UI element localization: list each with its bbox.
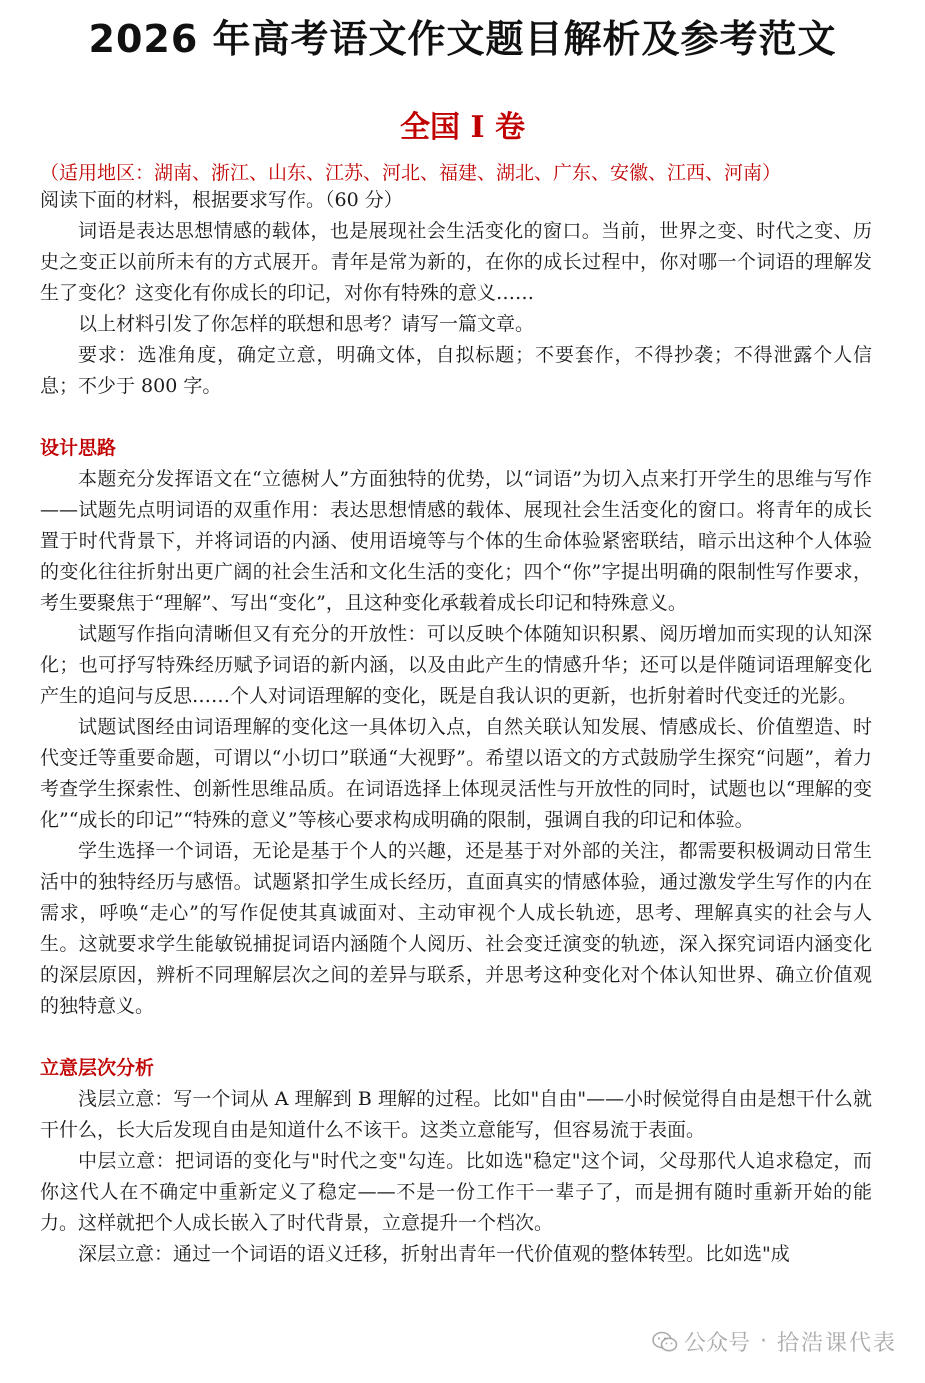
material-paragraph: 词语是表达思想情感的载体，也是展现社会生活变化的窗口。当前，世界之变、时代之变、历史之变正以前所未有的方式展开。青年是常为新的，在你的成长过程中，你对哪一个词语的理解发生了变化？这变化有你成长的印记，对你有特殊的意义…… <box>40 220 872 304</box>
design-paragraph: 学生选择一个词语，无论是基于个人的兴趣，还是基于对外部的关注，都需要积极调动日常生活中的独特经历与感悟。试题紧扣学生成长经历，直面真实的情感体验，通过激发学生写作的内在需求，呼唤“走心”的写作促使其真诚面对、主动审视个人成长轨迹，思考、理解真实的社会与人生。这就要求学生能敏锐捕捉词语内涵随个人阅历、社会变迁演变的轨迹，深入探究词语内涵变化的深层原因，辨析不同理解层次之间的差异与联系，并思考这种变化对个体认知世界、确立价值观的独特意义。 <box>40 840 872 1017</box>
instruction: 阅读下面的材料，根据要求写作。（60 分） <box>40 189 403 211</box>
levels-paragraph: 中层立意：把词语的变化与"时代之变"勾连。比如选"稳定"这个词，父母那代人追求稳定，而你这代人在不确定中重新定义了稳定——不是一份工作干一辈子了，而是拥有随时重新开始的能力。这样就把个人成长嵌入了时代背景，立意提升一个档次。 <box>40 1150 872 1234</box>
levels-paragraph: 浅层立意：写一个词从 A 理解到 B 理解的过程。比如"自由"——小时候觉得自由是想干什么就干什么，长大后发现自由是知道什么不该干。这类立意能写，但容易流于表面。 <box>40 1088 872 1141</box>
section-heading-levels: 立意层次分析 <box>40 1057 155 1079</box>
design-paragraph: 试题试图经由词语理解的变化这一具体切入点，自然关联认知发展、情感成长、价值塑造、时代变迁等重要命题，可谓以“小切口”联通“大视野”。希望以语文的方式鼓励学生探究“问题”，着力考查学生探索性、创新性思维品质。在词语选择上体现灵活性与开放性的同时，试题也以“理解的变化”“成长的印记”“特殊的意义”等核心要求构成明确的限制，强调自我的印记和体验。 <box>40 716 872 831</box>
section-heading-design: 设计思路 <box>40 437 117 459</box>
watermark-platform: 公众号 <box>683 1331 750 1356</box>
document-body <box>40 185 872 1270</box>
watermark: 公众号 · 拾浩课代表 <box>652 1326 897 1357</box>
design-paragraph: 试题写作指向清晰但又有充分的开放性：可以反映个体随知识积累、阅历增加而实现的认知深化；也可抒写特殊经历赋予词语的新内涵，以及由此产生的情感升华；还可以是伴随词语理解变化产生的追问与反思……个人对词语理解的变化，既是自我认识的更新，也折射着时代变迁的光影。 <box>40 623 872 707</box>
watermark-brand: 拾浩课代表 <box>776 1331 897 1356</box>
wechat-icon <box>652 1331 678 1353</box>
applicable-regions: （适用地区：湖南、浙江、山东、江苏、河北、福建、湖北、广东、安徽、江西、河南） <box>40 162 782 184</box>
material-paragraph: 以上材料引发了你怎样的联想和思考？请写一篇文章。 <box>78 313 535 335</box>
material-paragraph: 要求：选准角度，确定立意，明确文体，自拟标题；不要套作，不得抄袭；不得泄露个人信息；不少于 800 字。 <box>40 344 872 397</box>
paper-subtitle: 全国 I 卷 <box>400 110 525 145</box>
levels-paragraph: 深层立意：通过一个词语的语义迁移，折射出青年一代价值观的整体转型。比如选"成 <box>78 1243 790 1265</box>
design-paragraph: 本题充分发挥语文在“立德树人”方面独特的优势，以“词语”为切入点来打开学生的思维与写作——试题先点明词语的双重作用：表达思想情感的载体、展现社会生活变化的窗口。将青年的成长置于时代背景下，并将词语的内涵、使用语境等与个体的生命体验紧密联结，暗示出这种个人体验的变化往往折射出更广阔的社会生活和文化生活的变化；四个“你”字提出明确的限制性写作要求，考生要聚焦于“理解”、写出“变化”，且这种变化承载着成长印记和特殊意义。 <box>40 468 872 614</box>
document-title: 2026 年高考语文作文题目解析及参考范文 <box>88 17 837 61</box>
